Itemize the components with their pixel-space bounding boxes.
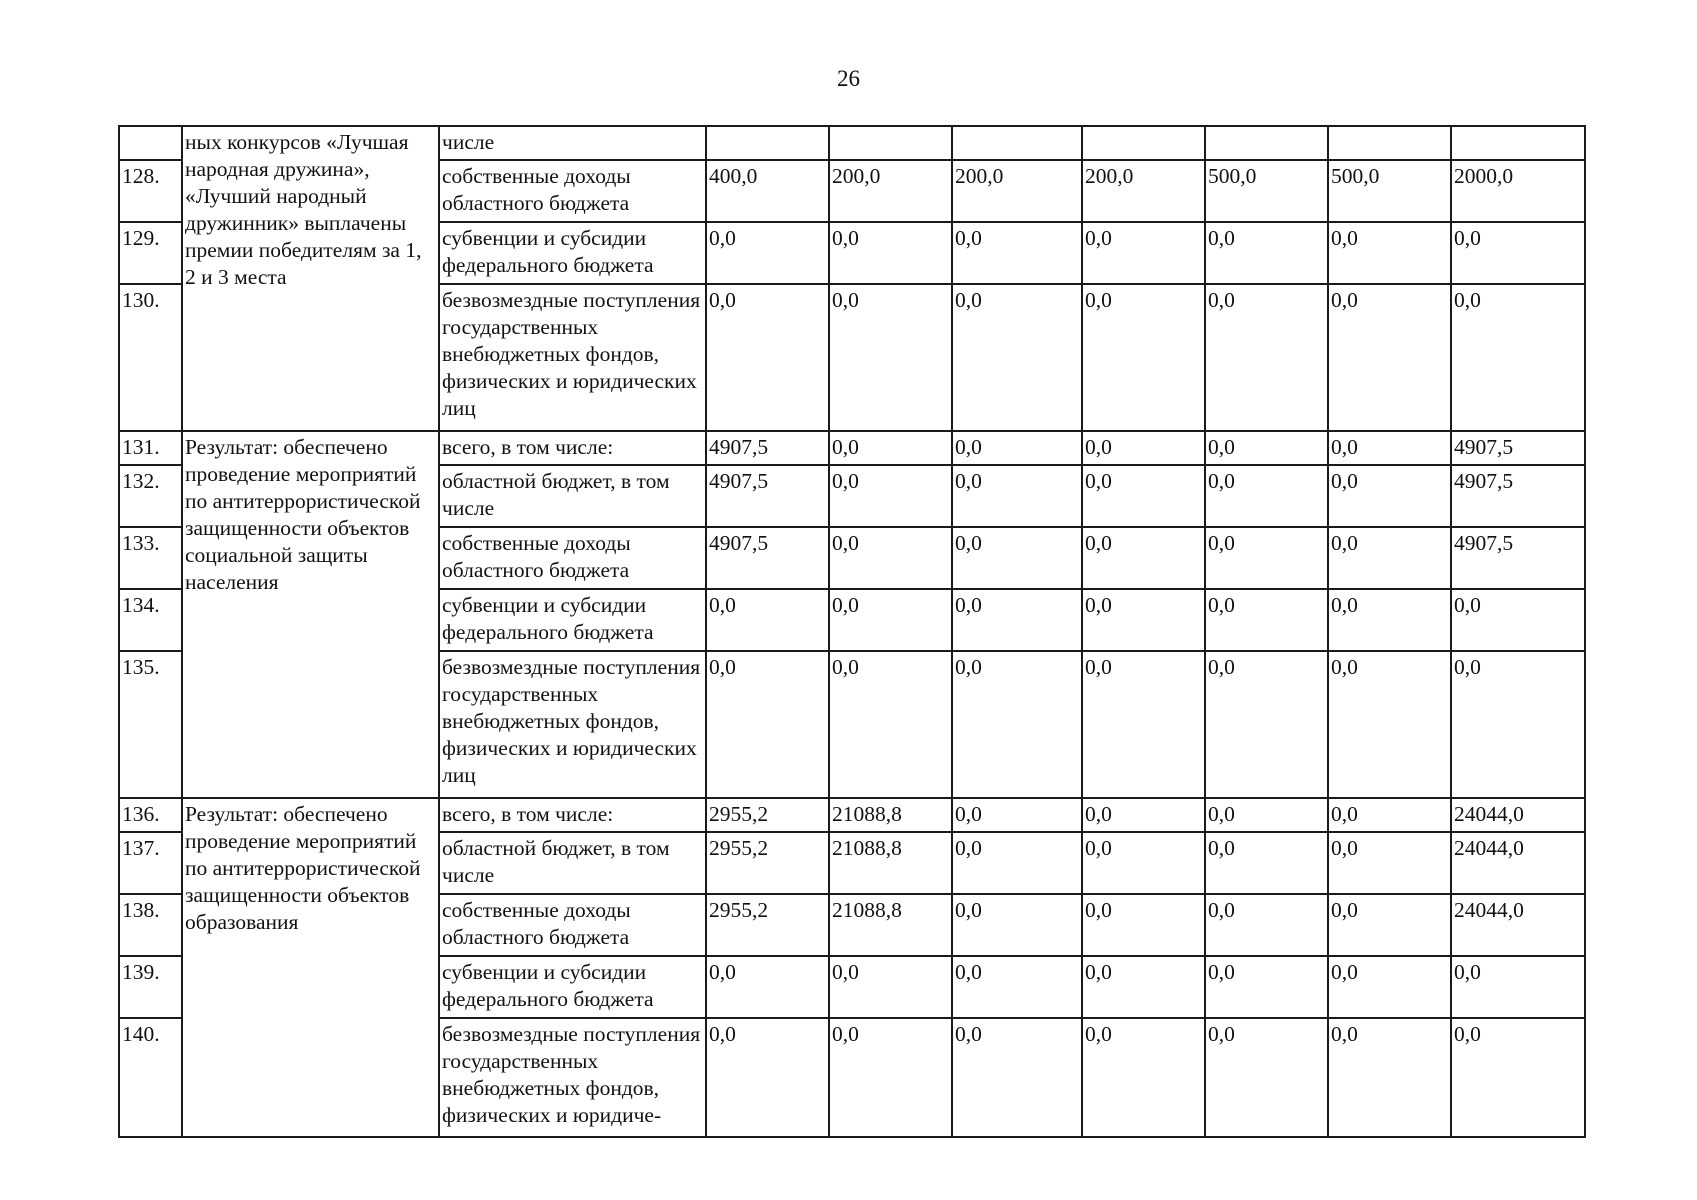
value-cell: 200,0 xyxy=(952,160,1082,222)
value-cell: 0,0 xyxy=(952,894,1082,956)
value-cell: 24044,0 xyxy=(1451,832,1585,894)
value-cell: 0,0 xyxy=(829,465,952,527)
value-cell: 0,0 xyxy=(1451,1018,1585,1137)
value-cell: 0,0 xyxy=(1082,465,1205,527)
value-cell xyxy=(1082,126,1205,160)
value-cell: 0,0 xyxy=(829,431,952,465)
row-number: 132. xyxy=(119,465,182,527)
funding-source: субвенции и субсидии федерального бюджета xyxy=(439,222,706,284)
funding-source: субвенции и субсидии федерального бюджета xyxy=(439,589,706,651)
row-number: 133. xyxy=(119,527,182,589)
value-cell: 2955,2 xyxy=(706,832,829,894)
value-cell: 0,0 xyxy=(829,651,952,798)
value-cell: 0,0 xyxy=(829,222,952,284)
value-cell: 0,0 xyxy=(1205,832,1328,894)
value-cell: 21088,8 xyxy=(829,832,952,894)
value-cell: 0,0 xyxy=(706,222,829,284)
row-number xyxy=(119,126,182,160)
value-cell: 500,0 xyxy=(1205,160,1328,222)
value-cell: 500,0 xyxy=(1328,160,1451,222)
value-cell: 4907,5 xyxy=(706,431,829,465)
value-cell: 0,0 xyxy=(952,431,1082,465)
value-cell: 0,0 xyxy=(952,832,1082,894)
value-cell: 0,0 xyxy=(1082,956,1205,1018)
value-cell: 0,0 xyxy=(1205,956,1328,1018)
value-cell: 0,0 xyxy=(1205,798,1328,832)
value-cell: 0,0 xyxy=(829,956,952,1018)
value-cell: 0,0 xyxy=(829,589,952,651)
value-cell: 0,0 xyxy=(1082,894,1205,956)
value-cell: 0,0 xyxy=(952,798,1082,832)
value-cell: 2000,0 xyxy=(1451,160,1585,222)
value-cell: 0,0 xyxy=(1082,589,1205,651)
value-cell: 2955,2 xyxy=(706,894,829,956)
row-number: 138. xyxy=(119,894,182,956)
value-cell xyxy=(1328,126,1451,160)
value-cell: 0,0 xyxy=(1082,651,1205,798)
value-cell: 0,0 xyxy=(829,527,952,589)
value-cell: 0,0 xyxy=(952,465,1082,527)
value-cell: 0,0 xyxy=(1328,589,1451,651)
row-number: 140. xyxy=(119,1018,182,1137)
funding-source: всего, в том числе: xyxy=(439,431,706,465)
value-cell xyxy=(952,126,1082,160)
value-cell: 24044,0 xyxy=(1451,894,1585,956)
value-cell: 0,0 xyxy=(1328,222,1451,284)
value-cell: 0,0 xyxy=(1328,956,1451,1018)
value-cell xyxy=(706,126,829,160)
value-cell: 0,0 xyxy=(1328,465,1451,527)
value-cell: 0,0 xyxy=(1082,222,1205,284)
value-cell: 0,0 xyxy=(829,284,952,431)
budget-table xyxy=(118,125,1586,1138)
value-cell: 0,0 xyxy=(1328,894,1451,956)
value-cell: 200,0 xyxy=(829,160,952,222)
value-cell: 4907,5 xyxy=(706,465,829,527)
value-cell: 4907,5 xyxy=(1451,465,1585,527)
row-number: 129. xyxy=(119,222,182,284)
value-cell: 0,0 xyxy=(952,284,1082,431)
value-cell: 0,0 xyxy=(706,956,829,1018)
value-cell: 0,0 xyxy=(829,1018,952,1137)
funding-source: областной бюджет, в том числе xyxy=(439,465,706,527)
value-cell: 0,0 xyxy=(1328,284,1451,431)
value-cell: 0,0 xyxy=(952,527,1082,589)
page-number: 26 xyxy=(837,66,860,91)
value-cell: 0,0 xyxy=(1205,284,1328,431)
value-cell: 400,0 xyxy=(706,160,829,222)
value-cell: 4907,5 xyxy=(1451,527,1585,589)
value-cell: 0,0 xyxy=(1205,1018,1328,1137)
value-cell: 0,0 xyxy=(952,589,1082,651)
value-cell: 0,0 xyxy=(1205,222,1328,284)
value-cell: 0,0 xyxy=(1328,798,1451,832)
value-cell: 0,0 xyxy=(706,589,829,651)
row-number: 136. xyxy=(119,798,182,832)
value-cell: 0,0 xyxy=(952,651,1082,798)
table-row xyxy=(119,431,1585,465)
value-cell xyxy=(829,126,952,160)
row-number: 135. xyxy=(119,651,182,798)
funding-source: собственные доходы областного бюджета xyxy=(439,894,706,956)
value-cell: 0,0 xyxy=(1328,651,1451,798)
funding-source: безвозмездные поступления государственных внебюджетных фондов, физических и юридических лиц xyxy=(439,284,706,431)
row-number: 128. xyxy=(119,160,182,222)
value-cell: 21088,8 xyxy=(829,798,952,832)
funding-source: собственные доходы областного бюджета xyxy=(439,527,706,589)
funding-source: собственные доходы областного бюджета xyxy=(439,160,706,222)
value-cell: 0,0 xyxy=(1205,527,1328,589)
value-cell: 0,0 xyxy=(706,284,829,431)
row-number: 131. xyxy=(119,431,182,465)
value-cell: 200,0 xyxy=(1082,160,1205,222)
value-cell: 0,0 xyxy=(1328,527,1451,589)
value-cell: 0,0 xyxy=(1205,589,1328,651)
funding-source: субвенции и субсидии федерального бюджета xyxy=(439,956,706,1018)
value-cell: 0,0 xyxy=(952,1018,1082,1137)
value-cell: 0,0 xyxy=(1451,284,1585,431)
value-cell: 0,0 xyxy=(1082,431,1205,465)
result-description: ных конкурсов «Лучшая народная дружина», «Лучший народный дружинник» выплачены премии победителям за 1, 2 и 3 места xyxy=(182,126,439,431)
funding-source: областной бюджет, в том числе xyxy=(439,832,706,894)
value-cell: 0,0 xyxy=(1451,651,1585,798)
value-cell: 21088,8 xyxy=(829,894,952,956)
value-cell: 0,0 xyxy=(1451,956,1585,1018)
value-cell: 0,0 xyxy=(952,222,1082,284)
result-description: Результат: обеспечено проведение мероприятий по антитеррористической защищенности объектов образования xyxy=(182,798,439,1137)
value-cell: 0,0 xyxy=(1451,222,1585,284)
value-cell: 0,0 xyxy=(1328,832,1451,894)
value-cell: 0,0 xyxy=(1205,431,1328,465)
value-cell: 0,0 xyxy=(1082,527,1205,589)
value-cell: 4907,5 xyxy=(1451,431,1585,465)
value-cell: 0,0 xyxy=(1328,1018,1451,1137)
value-cell: 0,0 xyxy=(1205,894,1328,956)
value-cell: 0,0 xyxy=(1205,651,1328,798)
value-cell: 24044,0 xyxy=(1451,798,1585,832)
row-number: 139. xyxy=(119,956,182,1018)
funding-source: безвозмездные поступления государственных внебюджетных фондов, физических и юридических лиц xyxy=(439,651,706,798)
value-cell: 0,0 xyxy=(706,651,829,798)
table-body xyxy=(119,126,1585,1137)
value-cell: 0,0 xyxy=(1205,465,1328,527)
value-cell: 0,0 xyxy=(952,956,1082,1018)
result-description: Результат: обеспечено проведение мероприятий по антитеррористической защищенности объектов социальной защиты населения xyxy=(182,431,439,798)
funding-source: числе xyxy=(439,126,706,160)
value-cell: 0,0 xyxy=(1082,832,1205,894)
row-number: 134. xyxy=(119,589,182,651)
value-cell: 2955,2 xyxy=(706,798,829,832)
row-number: 130. xyxy=(119,284,182,431)
funding-source: безвозмездные поступления государственных внебюджетных фондов, физических и юридиче- xyxy=(439,1018,706,1137)
funding-source: всего, в том числе: xyxy=(439,798,706,832)
table-row xyxy=(119,126,1585,160)
value-cell: 4907,5 xyxy=(706,527,829,589)
value-cell: 0,0 xyxy=(1082,798,1205,832)
value-cell: 0,0 xyxy=(1082,1018,1205,1137)
value-cell xyxy=(1205,126,1328,160)
value-cell: 0,0 xyxy=(1328,431,1451,465)
table-row xyxy=(119,798,1585,832)
value-cell xyxy=(1451,126,1585,160)
value-cell: 0,0 xyxy=(706,1018,829,1137)
value-cell: 0,0 xyxy=(1451,589,1585,651)
value-cell: 0,0 xyxy=(1082,284,1205,431)
row-number: 137. xyxy=(119,832,182,894)
